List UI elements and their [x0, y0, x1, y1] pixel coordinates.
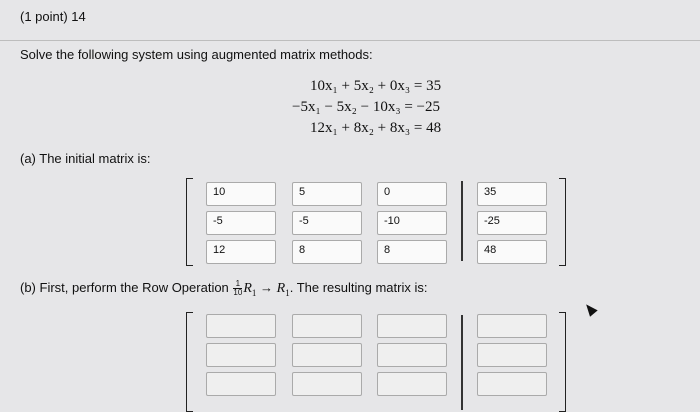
row-op-arrow: →: [260, 280, 274, 295]
matrix-b-input[interactable]: [377, 343, 447, 367]
matrix-b-input[interactable]: [292, 314, 362, 338]
row-op-source-index: 1: [251, 287, 257, 298]
matrix-b-input[interactable]: [206, 314, 276, 338]
matrix-b-input[interactable]: [477, 343, 547, 367]
matrix-a-cell[interactable]: -5: [206, 211, 276, 235]
row-op-target: [277, 281, 290, 296]
matrix-a-cell[interactable]: 5: [292, 182, 362, 206]
matrix-b-augment-bar: [461, 315, 463, 410]
row-op-target-r: R: [276, 281, 286, 296]
matrix-a-cell[interactable]: 8: [377, 240, 447, 264]
matrix-b-right-bracket: [559, 312, 566, 412]
matrix-b-input[interactable]: [377, 314, 447, 338]
matrix-a-augment-bar: [461, 181, 463, 261]
fraction-denominator: 10: [233, 288, 243, 298]
matrix-a-cell[interactable]: 8: [292, 240, 362, 264]
matrix-a-cell[interactable]: -25: [477, 211, 547, 235]
equation-3: 12x₁ + 8x₂ + 8x₃ = 48: [310, 120, 442, 136]
row-op-source: [243, 281, 256, 296]
matrix-a-cell[interactable]: -10: [377, 211, 447, 235]
row-op-target-index: 1: [285, 287, 290, 298]
part-b-text: (b) First, perform the Row Operation: [20, 280, 229, 295]
fraction-numerator: 1: [233, 280, 242, 289]
matrix-a-cell[interactable]: 35: [477, 182, 547, 206]
matrix-b-left-bracket: [186, 312, 193, 412]
problem-header: [0, 0, 700, 40]
matrix-a-left-bracket: [186, 178, 193, 266]
matrix-b-input[interactable]: [477, 372, 547, 396]
matrix-a-cell[interactable]: -5: [292, 211, 362, 235]
matrix-a-right-bracket: [559, 178, 566, 266]
matrix-b-input[interactable]: [377, 372, 447, 396]
header-divider: [0, 40, 700, 41]
mouse-pointer-icon: [582, 301, 597, 317]
matrix-a-cell[interactable]: 10: [206, 182, 276, 206]
part-b-label: [20, 280, 427, 298]
matrix-b-input[interactable]: [206, 343, 276, 367]
row-op-source-r: R: [243, 281, 252, 296]
part-a-label: (a) The initial matrix is:: [20, 151, 151, 166]
matrix-b-input[interactable]: [477, 314, 547, 338]
equation-1: 10x₁ + 5x₂ + 0x₃ = 35: [310, 78, 442, 94]
equation-2: −5x₁ − 5x₂ − 10x₃ = −25: [292, 99, 440, 115]
matrix-b-input[interactable]: [206, 372, 276, 396]
problem-title: (1 point) 14: [20, 9, 86, 24]
matrix-b-input[interactable]: [292, 372, 362, 396]
matrix-a-cell[interactable]: 0: [377, 182, 447, 206]
part-b-text-after: . The resulting matrix is:: [289, 280, 428, 295]
instructions: Solve the following system using augmented matrix methods:: [20, 47, 373, 62]
equation-system: [292, 76, 441, 139]
matrix-a-cell[interactable]: 48: [477, 240, 547, 264]
matrix-b-input[interactable]: [292, 343, 362, 367]
matrix-a-cell[interactable]: 12: [206, 240, 276, 264]
row-op-fraction: [233, 280, 242, 297]
